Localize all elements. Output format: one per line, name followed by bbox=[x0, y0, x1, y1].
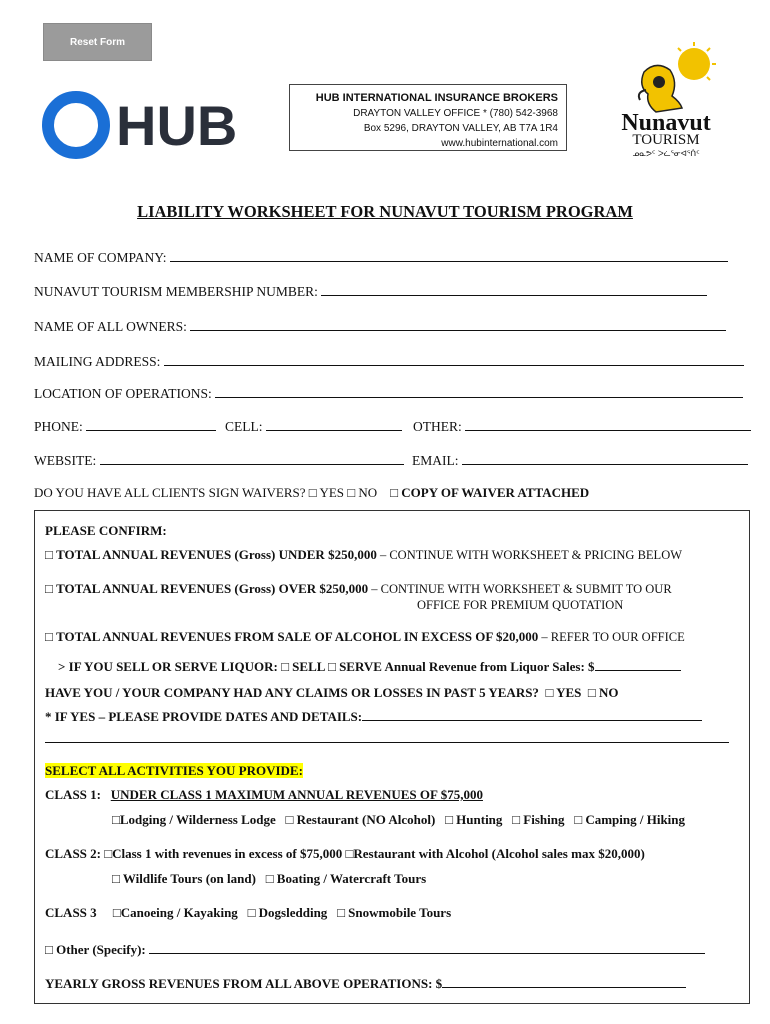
claims-details-input-2[interactable] bbox=[45, 728, 729, 743]
boating-tours-label: Boating / Watercraft Tours bbox=[276, 871, 427, 886]
restaurant-alcohol-label: Restaurant with Alcohol (Alcohol sales max $20,000) bbox=[353, 846, 645, 861]
waiver-copy-label: COPY OF WAIVER ATTACHED bbox=[401, 485, 590, 500]
yearly-revenue-input[interactable] bbox=[442, 973, 686, 988]
other-activity-label: Other (Specify): bbox=[56, 942, 146, 957]
location-field-row bbox=[34, 383, 743, 402]
canoeing-checkbox[interactable]: □ bbox=[112, 905, 121, 920]
restaurant-no-alcohol-checkbox[interactable]: □ bbox=[285, 812, 294, 827]
class1-row bbox=[45, 787, 483, 803]
wildlife-tours-label: Wildlife Tours (on land) bbox=[122, 871, 256, 886]
class3-row bbox=[45, 905, 451, 921]
claims-row bbox=[45, 685, 618, 701]
waiver-copy-checkbox[interactable]: □ bbox=[390, 485, 398, 500]
other-phone-field-row bbox=[413, 416, 751, 435]
claims-question: HAVE YOU / YOUR COMPANY HAD ANY CLAIMS OR LOSSES IN PAST 5 YEARS? bbox=[45, 685, 539, 700]
hub-wordmark: HUB bbox=[116, 94, 238, 157]
dogsledding-checkbox[interactable]: □ bbox=[247, 905, 256, 920]
dogsledding-label: Dogsledding bbox=[258, 905, 328, 920]
other-activity-checkbox[interactable]: □ bbox=[45, 942, 53, 957]
other-activity-row bbox=[45, 939, 705, 958]
cell-field-row bbox=[225, 416, 402, 435]
alcohol-revenue-row bbox=[45, 629, 685, 645]
waiver-no-checkbox[interactable]: □ bbox=[347, 485, 356, 500]
serve-checkbox[interactable]: □ bbox=[327, 659, 336, 674]
revenue-under-checkbox[interactable]: □ bbox=[45, 547, 53, 562]
nunavut-tourism-logo bbox=[596, 42, 736, 160]
membership-field-row bbox=[34, 281, 707, 300]
revenue-under-row bbox=[45, 547, 682, 563]
waiver-yes-checkbox[interactable]: □ bbox=[308, 485, 317, 500]
claims-details-row bbox=[45, 706, 702, 725]
hunting-label: Hunting bbox=[456, 812, 503, 827]
company-field-row bbox=[34, 247, 728, 266]
class1-excess-checkbox[interactable]: □ bbox=[104, 846, 113, 861]
fishing-checkbox[interactable]: □ bbox=[512, 812, 521, 827]
snowmobile-label: Snowmobile Tours bbox=[348, 905, 452, 920]
owners-field-row bbox=[34, 316, 726, 335]
fishing-label: Fishing bbox=[523, 812, 565, 827]
location-input[interactable] bbox=[215, 383, 743, 398]
website-input[interactable] bbox=[100, 450, 404, 465]
activities-heading: SELECT ALL ACTIVITIES YOU PROVIDE: bbox=[45, 763, 303, 778]
class3-label: CLASS 3 bbox=[45, 905, 97, 920]
mailing-label: MAILING ADDRESS: bbox=[34, 354, 161, 369]
waiver-no-label: NO bbox=[358, 485, 378, 500]
waiver-row bbox=[34, 485, 589, 501]
mailing-field-row bbox=[34, 351, 744, 370]
other-phone-label: OTHER: bbox=[413, 419, 462, 434]
camping-label: Camping / Hiking bbox=[585, 812, 686, 827]
serve-label: SERVE Annual Revenue from Liquor Sales: $ bbox=[339, 659, 595, 674]
revenue-under-label: TOTAL ANNUAL REVENUES (Gross) UNDER $250,000 bbox=[56, 547, 377, 562]
class1-title: UNDER CLASS 1 MAXIMUM ANNUAL REVENUES OF $75,000 bbox=[110, 787, 483, 802]
yearly-revenue-row bbox=[45, 973, 686, 992]
nunavut-wordmark: Nunavut bbox=[621, 110, 711, 136]
company-label: NAME OF COMPANY: bbox=[34, 250, 167, 265]
waiver-question: DO YOU HAVE ALL CLIENTS SIGN WAIVERS? bbox=[34, 485, 306, 500]
confirm-heading: PLEASE CONFIRM: bbox=[45, 523, 167, 538]
broker-address: Box 5296, DRAYTON VALLEY, AB T7A 1R4 bbox=[363, 123, 558, 134]
membership-label: NUNAVUT TOURISM MEMBERSHIP NUMBER: bbox=[34, 284, 318, 299]
sell-label: SELL bbox=[292, 659, 325, 674]
restaurant-alcohol-checkbox[interactable]: □ bbox=[345, 846, 354, 861]
boating-tours-checkbox[interactable]: □ bbox=[265, 871, 274, 886]
revenue-over-row bbox=[45, 581, 672, 597]
class1-label: CLASS 1: bbox=[45, 787, 101, 802]
company-input[interactable] bbox=[170, 247, 728, 262]
document-title: LIABILITY WORKSHEET FOR NUNAVUT TOURISM PROGRAM bbox=[137, 202, 633, 221]
revenue-over-note: – CONTINUE WITH WORKSHEET & SUBMIT TO OUR bbox=[368, 582, 672, 596]
email-input[interactable] bbox=[462, 450, 748, 465]
cell-label: CELL: bbox=[225, 419, 263, 434]
revenue-under-note: – CONTINUE WITH WORKSHEET & PRICING BELOW bbox=[376, 548, 683, 562]
phone-field-row bbox=[34, 416, 216, 435]
tourism-wordmark: TOURISM bbox=[632, 132, 700, 148]
hub-logo bbox=[42, 90, 238, 160]
other-activity-input[interactable] bbox=[149, 939, 705, 954]
snowmobile-checkbox[interactable]: □ bbox=[337, 905, 345, 920]
canoeing-label: Canoeing / Kayaking bbox=[120, 905, 238, 920]
cell-input[interactable] bbox=[266, 416, 402, 431]
class1-excess-label: Class 1 with revenues in excess of $75,000 bbox=[112, 846, 343, 861]
yearly-revenue-label: YEARLY GROSS REVENUES FROM ALL ABOVE OPERATIONS: $ bbox=[45, 976, 443, 991]
class2-items-row bbox=[112, 871, 426, 887]
claims-details-input[interactable] bbox=[362, 706, 702, 721]
syllabics-wordmark: ᓄᓇᕗᑦ ᐳᓛᕐᓂᐊᕐᑏᑦ bbox=[632, 149, 700, 158]
lodging-label: Lodging / Wilderness Lodge bbox=[119, 812, 276, 827]
sell-checkbox[interactable]: □ bbox=[281, 659, 289, 674]
owners-input[interactable] bbox=[190, 316, 726, 331]
revenue-over-note-2: OFFICE FOR PREMIUM QUOTATION bbox=[417, 598, 624, 612]
liquor-revenue-input[interactable] bbox=[595, 656, 681, 671]
revenue-over-label: TOTAL ANNUAL REVENUES (Gross) OVER $250,000 bbox=[56, 581, 369, 596]
hunting-checkbox[interactable]: □ bbox=[445, 812, 453, 827]
broker-office: DRAYTON VALLEY OFFICE * (780) 542-3968 bbox=[353, 108, 558, 119]
website-field-row bbox=[34, 450, 404, 469]
alcohol-revenue-checkbox[interactable]: □ bbox=[45, 629, 53, 644]
location-label: LOCATION OF OPERATIONS: bbox=[34, 386, 212, 401]
broker-info-box bbox=[289, 84, 567, 151]
claims-no-checkbox[interactable]: □ bbox=[587, 685, 596, 700]
membership-input[interactable] bbox=[321, 281, 707, 296]
claims-no-label: NO bbox=[598, 685, 619, 700]
phone-label: PHONE: bbox=[34, 419, 83, 434]
claims-details-label: * IF YES – PLEASE PROVIDE DATES AND DETAILS: bbox=[45, 709, 363, 724]
liquor-row bbox=[58, 656, 681, 675]
broker-name: HUB INTERNATIONAL INSURANCE BROKERS bbox=[315, 92, 558, 104]
camping-checkbox[interactable]: □ bbox=[574, 812, 583, 827]
email-label: EMAIL: bbox=[412, 453, 459, 468]
class1-items-row bbox=[112, 812, 685, 828]
mailing-input[interactable] bbox=[164, 351, 744, 366]
broker-website: www.hubinternational.com bbox=[441, 138, 558, 149]
liquor-question: > IF YOU SELL OR SERVE LIQUOR: bbox=[58, 659, 278, 674]
email-field-row bbox=[412, 450, 748, 469]
alcohol-revenue-label: TOTAL ANNUAL REVENUES FROM SALE OF ALCOHOL IN EXCESS OF $20,000 bbox=[56, 629, 539, 644]
revenue-over-checkbox[interactable]: □ bbox=[45, 581, 53, 596]
owners-label: NAME OF ALL OWNERS: bbox=[34, 319, 187, 334]
alcohol-revenue-note: – REFER TO OUR OFFICE bbox=[538, 630, 685, 644]
phone-input[interactable] bbox=[86, 416, 216, 431]
website-label: WEBSITE: bbox=[34, 453, 97, 468]
lodging-checkbox[interactable]: □ bbox=[112, 812, 120, 827]
other-phone-input[interactable] bbox=[465, 416, 751, 431]
activities-heading-row bbox=[45, 763, 303, 779]
class2-row bbox=[45, 846, 645, 862]
claims-yes-label: YES bbox=[556, 685, 582, 700]
class2-label: CLASS 2: bbox=[45, 846, 101, 861]
claims-yes-checkbox[interactable]: □ bbox=[545, 685, 554, 700]
reset-form-button[interactable]: Reset Form bbox=[43, 23, 152, 61]
waiver-yes-label: YES bbox=[319, 485, 344, 500]
wildlife-tours-checkbox[interactable]: □ bbox=[112, 871, 120, 886]
restaurant-no-alcohol-label: Restaurant (NO Alcohol) bbox=[296, 812, 436, 827]
